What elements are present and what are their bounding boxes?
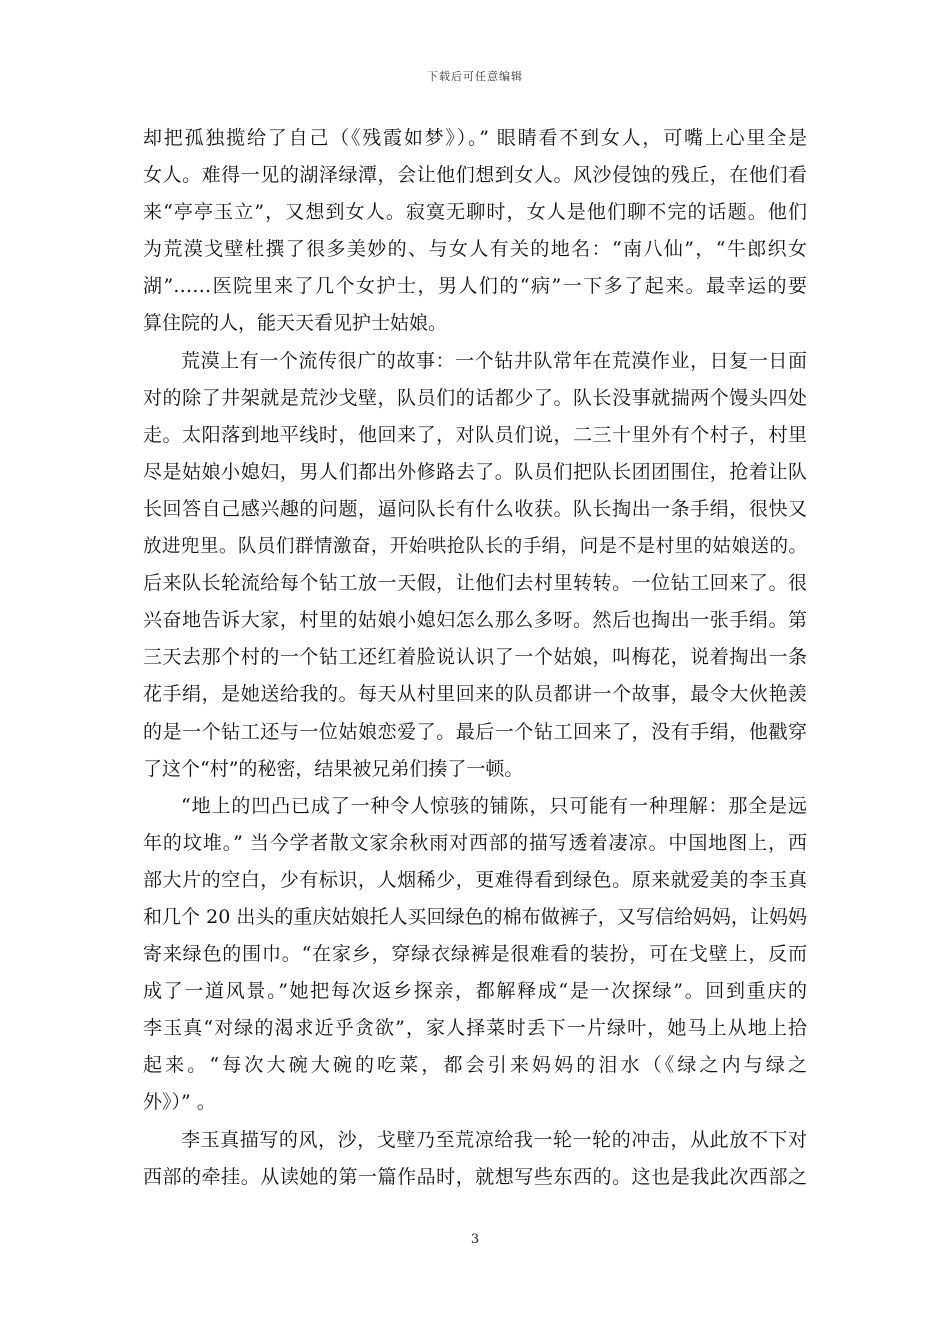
paragraph-3 [143, 788, 807, 1122]
text-line: 和几个 20 出头的重庆姑娘托人买回绿色的棉布做裤子，又写信给妈妈，让妈妈 [143, 905, 807, 928]
text-line: 湖”……医院里来了几个女护士，男人们的“病”一下多了起来。最幸运的要 [143, 275, 807, 298]
text-line: 来“亭亭玉立”，又想到女人。寂寞无聊时，女人是他们聊不完的话题。他们 [143, 201, 807, 224]
text-line: 寄来绿色的围巾。“在家乡，穿绿衣绿裤是很难看的装扮，可在戈壁上，反而 [143, 943, 807, 966]
text-line: “地上的凹凸已成了一种令人惊骇的铺陈，只可能有一种理解：那全是远 [181, 794, 807, 817]
text-line: 却把孤独揽给了自己（《残霞如梦》）。” 眼睛看不到女人，可嘴上心里全是 [143, 127, 807, 149]
text-line: 了这个“村”的秘密，结果被兄弟们揍了一顿。 [143, 757, 524, 780]
text-line: 荒漠上有一个流传很广的故事：一个钻井队常年在荒漠作业，日复一日面 [181, 349, 807, 372]
paragraph-1 [143, 120, 807, 343]
text-line: 起来。“每次大碗大碗的吃菜，都会引来妈妈的泪水（《绿之内与绿之 [143, 1054, 807, 1077]
text-line: 对的除了井架就是荒沙戈壁，队员们的话都少了。队长没事就揣两个馒头四处 [143, 386, 807, 409]
text-line: 长回答自己感兴趣的问题，逼问队长有什么收获。队长掏出一条手绢，很快又 [143, 497, 807, 520]
text-line: 女人。难得一见的湖泽绿潭，会让他们想到女人。风沙侵蚀的残丘，在他们看 [143, 164, 807, 187]
text-line: 后来队长轮流给每个钻工放一天假，让他们去村里转转。一位钻工回来了。很 [143, 572, 807, 595]
text-line: 成了一道风景。”她把每次返乡探亲，都解释成“是一次探绿”。回到重庆的 [143, 980, 807, 1003]
paragraph-4 [143, 1122, 807, 1196]
page-number: 3 [470, 1232, 480, 1247]
text-line: 李玉真描写的风，沙，戈壁乃至荒凉给我一轮一轮的冲击，从此放不下对 [181, 1128, 807, 1151]
text-line: 花手绢，是她送给我的。每天从村里回来的队员都讲一个故事，最令大伙艳羡 [143, 683, 807, 706]
paragraph-2 [143, 343, 807, 788]
text-line: 走。太阳落到地平线时，他回来了，对队员们说，二三十里外有个村子，村里 [143, 423, 807, 446]
body-text [143, 120, 807, 1196]
page-header: 下载后可任意编辑 [427, 70, 523, 83]
text-line: 兴奋地告诉大家，村里的姑娘小媳妇怎么那么多呀。然后也掏出一张手绢。第 [143, 609, 807, 632]
text-line: 算住院的人，能天天看见护士姑娘。 [143, 312, 448, 335]
text-line: 放进兜里。队员们群情激奋，开始哄抢队长的手绢，问是不是村里的姑娘送的。 [143, 536, 807, 558]
text-line: 年的坟堆。” 当今学者散文家余秋雨对西部的描写透着凄凉。中国地图上，西 [143, 831, 807, 854]
text-line: 外》）” 。 [143, 1091, 216, 1114]
text-line: 部大片的空白，少有标识，人烟稀少，更难得看到绿色。原来就爱美的李玉真 [143, 868, 807, 891]
text-line: 尽是姑娘小媳妇，男人们都出外修路去了。队员们把队长团团围住，抢着让队 [143, 460, 807, 483]
text-line: 为荒漠戈壁杜撰了很多美妙的、与女人有关的地名：“南八仙”，“牛郎织女 [143, 238, 807, 261]
text-line: 三天去那个村的一个钻工还红着脸说认识了一个姑娘，叫梅花，说着掏出一条 [143, 646, 807, 669]
text-line: 李玉真“对绿的渴求近乎贪欲”，家人择菜时丢下一片绿叶，她马上从地上拾 [143, 1017, 807, 1040]
text-line: 的是一个钻工还与一位姑娘恋爱了。最后一个钻工回来了，没有手绢，他戳穿 [143, 720, 807, 743]
text-line: 西部的牵挂。从读她的第一篇作品时，就想写些东西的。这也是我此次西部之 [143, 1165, 807, 1188]
